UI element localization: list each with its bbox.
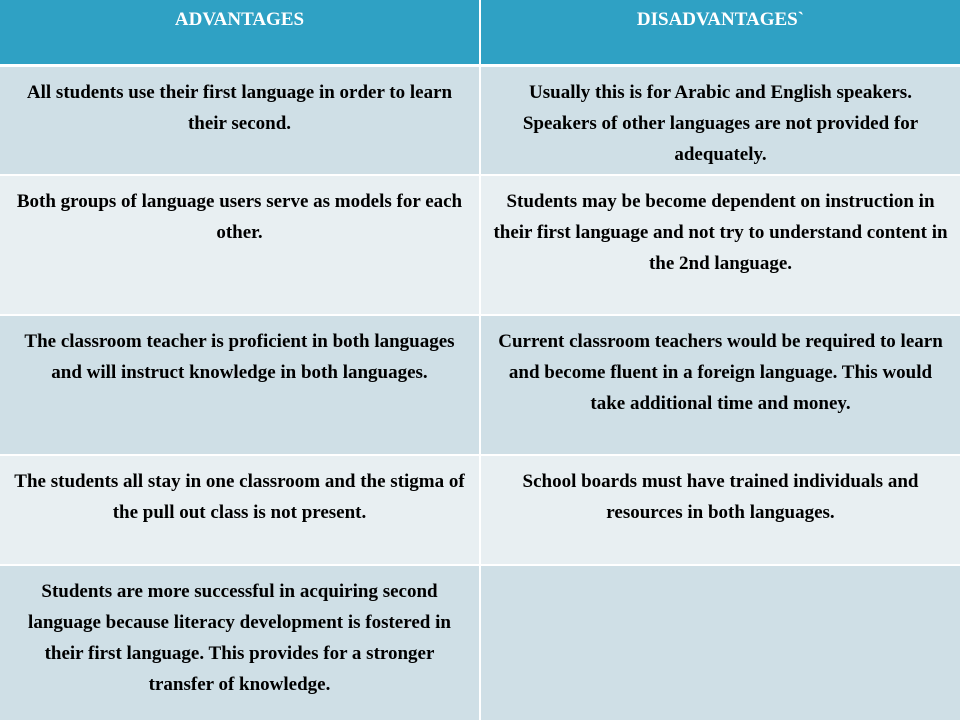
disadvantage-cell: Current classroom teachers would be required to learn and become fluent in a foreign language. This would take additional time and money. [480,315,960,455]
table-row [0,565,960,720]
disadvantage-cell [480,565,960,720]
table-header-row [0,0,960,65]
advantage-cell: Students are more successful in acquiring second language because literacy development is fostered in their first language. This provides for a stronger transfer of knowledge. [0,565,480,720]
advantage-cell: The classroom teacher is proficient in both languages and will instruct knowledge in both languages. [0,315,480,455]
disadvantage-cell: Students may be become dependent on instruction in their first language and not try to understand content in the 2nd language. [480,175,960,315]
disadvantage-cell: School boards must have trained individuals and resources in both languages. [480,455,960,565]
header-disadvantages: DISADVANTAGES` [480,0,960,65]
header-advantages: ADVANTAGES [0,0,480,65]
advantage-cell: Both groups of language users serve as models for each other. [0,175,480,315]
advantage-cell: All students use their first language in order to learn their second. [0,65,480,175]
table-row [0,175,960,315]
table-row [0,65,960,175]
disadvantage-cell: Usually this is for Arabic and English speakers. Speakers of other languages are not provided for adequately. [480,65,960,175]
table-row [0,455,960,565]
table-row [0,315,960,455]
advantage-cell: The students all stay in one classroom and the stigma of the pull out class is not present. [0,455,480,565]
